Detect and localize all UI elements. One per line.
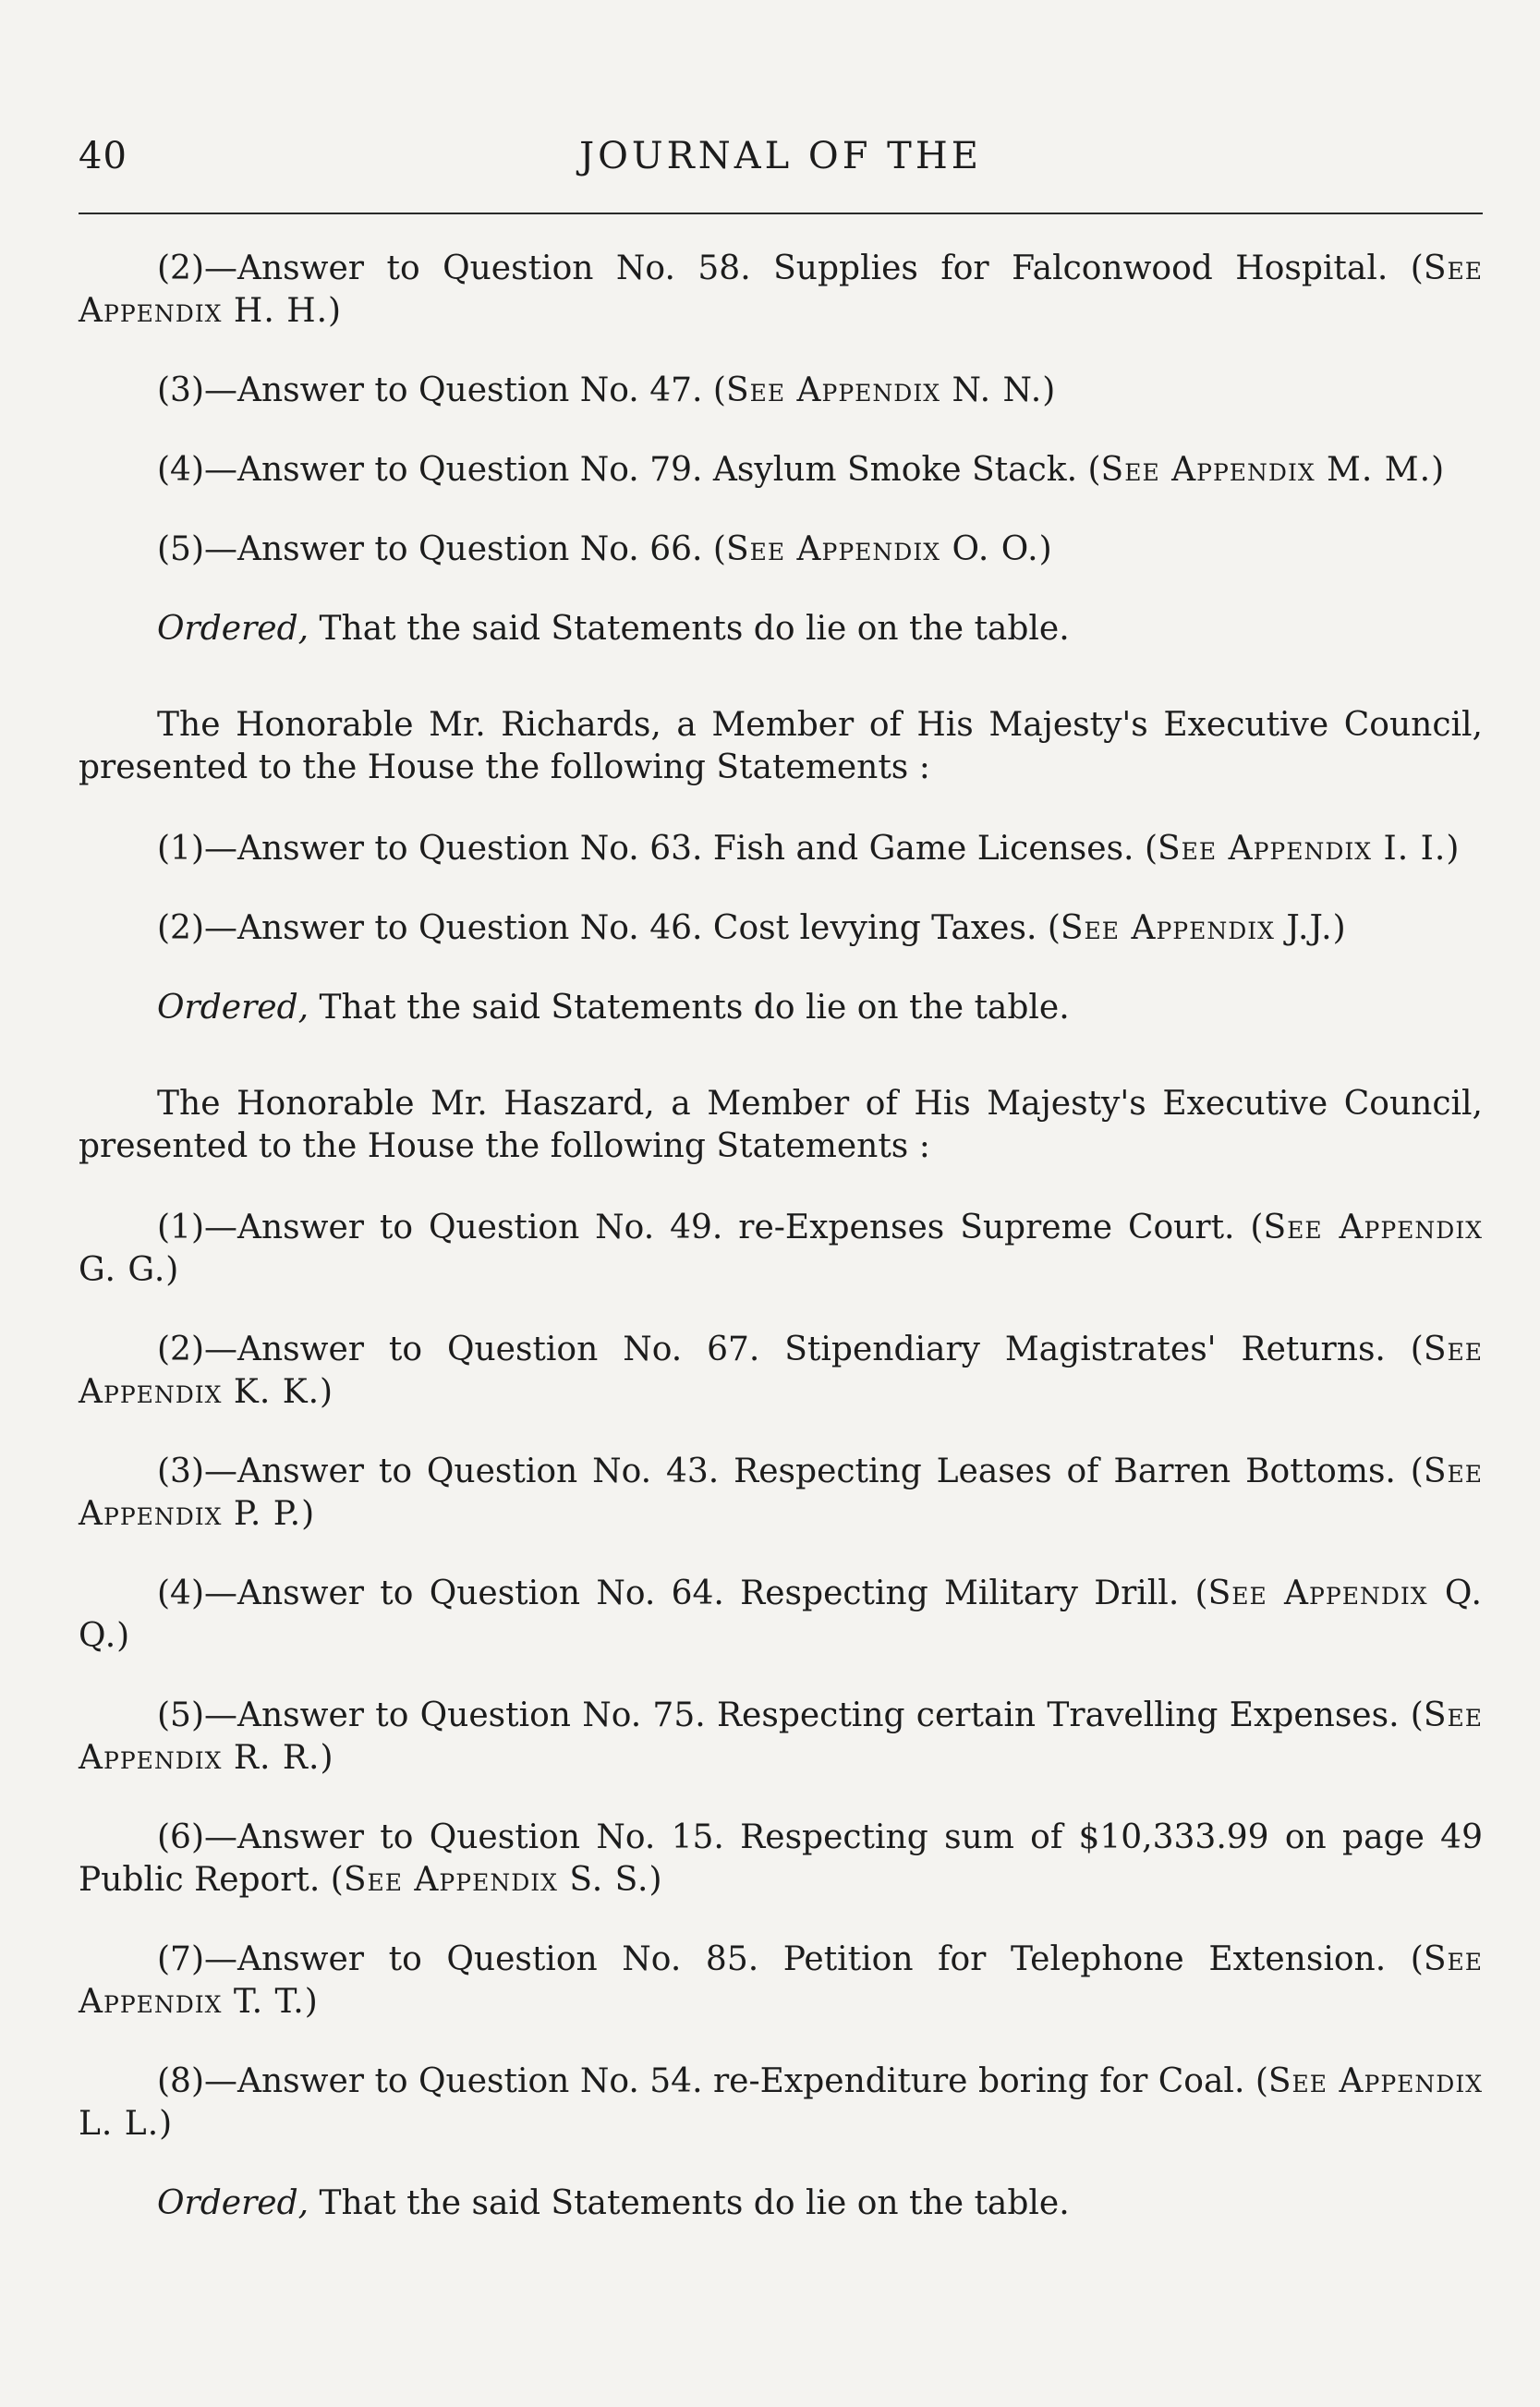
statement-item: (7)—Answer to Question No. 85. Petition for Telephone Extension. (See Appendix T. T.) xyxy=(79,1940,1483,2021)
ordered-paragraph: Ordered, That the said Statements do lie on the table. xyxy=(157,2184,1070,2222)
statement-item: (4)—Answer to Question No. 79. Asylum Smoke Stack. (See Appendix M. M.) xyxy=(157,451,1445,489)
statement-item: (4)—Answer to Question No. 64. Respecting Military Drill. (See Appendix Q. Q.) xyxy=(79,1574,1484,1655)
header-rule xyxy=(79,213,1483,214)
statement-item: (6)—Answer to Question No. 15. Respecting sum of $10,333.99 on page 49 Public Report. (See Appendix S. S.) xyxy=(79,1818,1483,1899)
statement-item: (5)—Answer to Question No. 75. Respecting certain Travelling Expenses. (See Appendix R. R.) xyxy=(79,1696,1483,1777)
statement-item: (3)—Answer to Question No. 43. Respecting Leases of Barren Bottoms. (See Appendix P. P.) xyxy=(79,1453,1483,1533)
statement-item: (3)—Answer to Question No. 47. (See Appendix N. N.) xyxy=(157,371,1056,409)
journal-body xyxy=(79,248,1483,2279)
statement-item: (5)—Answer to Question No. 66. (See Appendix O. O.) xyxy=(157,530,1052,568)
page-number: 40 xyxy=(79,135,127,177)
statement-item: (1)—Answer to Question No. 49. re-Expenses Supreme Court. (See Appendix G. G.) xyxy=(79,1209,1483,1289)
statement-item: (2)—Answer to Question No. 58. Supplies for Falconwood Hospital. (See Appendix H. H.) xyxy=(79,249,1483,330)
statement-item: (2)—Answer to Question No. 67. Stipendiary Magistrates' Returns. (See Appendix K. K.) xyxy=(79,1331,1483,1411)
statement-item: (1)—Answer to Question No. 63. Fish and Game Licenses. (See Appendix I. I.) xyxy=(157,830,1460,868)
running-head: JOURNAL OF THE xyxy=(579,135,982,177)
ordered-paragraph: Ordered, That the said Statements do lie on the table. xyxy=(157,610,1070,648)
statement-item: (2)—Answer to Question No. 46. Cost levying Taxes. (See Appendix J.J.) xyxy=(157,909,1346,947)
ordered-paragraph: Ordered, That the said Statements do lie on the table. xyxy=(157,989,1070,1027)
statement-item: (8)—Answer to Question No. 54. re-Expenditure boring for Coal. (See Appendix L. L.) xyxy=(79,2062,1483,2143)
intro-paragraph: The Honorable Mr. Richards, a Member of His Majesty's Executive Council, presented to the House the following Statements : xyxy=(79,706,1483,786)
page-header xyxy=(79,129,1483,185)
intro-paragraph: The Honorable Mr. Haszard, a Member of His Majesty's Executive Council, presented to the House the following Statements : xyxy=(79,1085,1483,1165)
